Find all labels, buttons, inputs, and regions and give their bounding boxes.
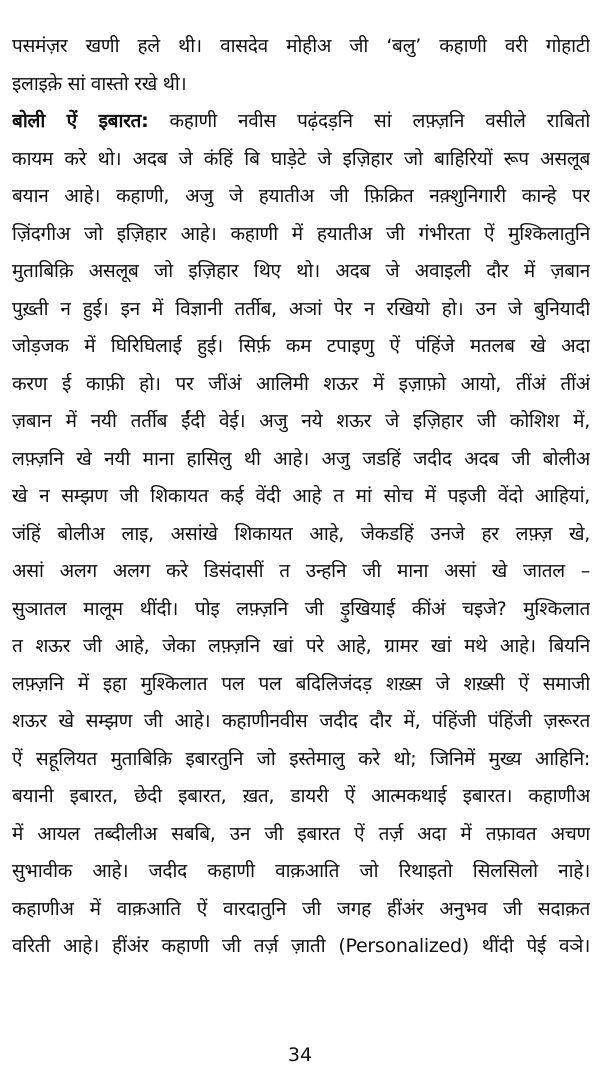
text-line: में आयल तब्दीलीअ सबबि, उन जी इबारत ऐं तर्ज़ अदा में तफ़ावत अचण	[12, 822, 590, 845]
text-line: ऐं सहूलियत मुताबिक़ि इबारतुनि जो इस्तेमालु करे थो; जिनिमें मुख्य आहिनि:	[12, 747, 590, 770]
text-line: मुताबिक़ि असलूब जो इज़िहार थिए थो। अदब जे अवाइली दौर में ज़बान	[12, 260, 590, 282]
text-line: इलाइक़े सां वास्तो रखे थी।	[12, 72, 187, 95]
text-line: जोड़जक में घिरिघिलाई हुई। सिर्फ़ कम टपाइणु ऐं पंहिंजे मतलब खे अदा	[12, 335, 590, 357]
text-line: पसमंज़र खणी हले थी। वासदेव मोहीअ जी ‘बलु’ कहाणी वरी गोहाटी	[12, 35, 590, 57]
text-line: लफ़्ज़नि में इहा मुश्किलात पल पल बदिलिजंदड़ शख़्स जे शख़्सी ऐं समाजी	[12, 672, 590, 695]
text-line: त शऊर जी आहे, जेका लफ़्ज़नि खां परे आहे, ग्रामर खां मथे आहे। बियनि	[12, 635, 590, 657]
page-number: 34	[287, 1044, 313, 1066]
text-line: ज़िंदगीअ जो इज़िहार आहे। कहाणी में हयातीअ जी गंभीरता ऐं मुश्किलातुनि	[12, 222, 590, 245]
section-heading: बोली ऐं इबारत:	[12, 110, 149, 132]
text-line: करण ई काफ़ी हो। पर जींअं आलिमी शऊर में इज़ाफ़ो आयो, तींअं तींअं	[12, 372, 590, 395]
text-line: असां अलग अलग करे डिसंदासीं त उन्हनि जी माना असां खे जातल –	[12, 560, 590, 582]
text-line: ज़बान में नयी तर्तीब ईंदी वेई। अजु नये शऊर जे इज़िहार जी कोशिश में,	[12, 410, 590, 432]
text-line	[12, 103, 590, 141]
text-line: शऊर खे सम्झण जी आहे। कहाणीनवीस जदीद दौर में, पंहिंजी पंहिंजी ज़रूरत	[12, 710, 590, 732]
text-line: जंहिं बोलीअ लाइ, असांखे शिकायत आहे, जेकडहिं उनजे हर लफ़्ज़ खे,	[12, 522, 590, 545]
text-line: सुभावीक आहे। जदीद कहाणी वाक़आति जो रिथाइतो सिलसिलो नाहे।	[12, 860, 590, 882]
heading-line-text: कहाणी नवीस पढ़ंदड़नि सां लफ़्ज़नि वसीले राबितो	[169, 110, 590, 132]
text-line: लफ़्ज़नि खे नयी माना हासिलु थी आहे। अजु जडहिं जदीद अदब जी बोलीअ	[12, 447, 590, 470]
text-line: वरिती आहे। हींअंर कहाणी जी तर्ज़ ज़ाती (Personalized) थींदी पेई वञे।	[12, 935, 590, 957]
text-line: पुख़्ती न हुई। इन में विज्ञानी तर्तीब, अञां पेर न रखियो हो। उन जे बुनियादी	[12, 297, 590, 320]
text-line: खे न सम्झण जी शिकायत कई वेंदी आहे त मां सोच में पइजी वेंदो आहियां,	[12, 485, 590, 507]
text-line: कायम करे थो। अदब जे कंहिं बि घाड़ेटे जे इज़िहार जो बाहिरियों रूप असलूब	[12, 147, 590, 170]
text-line: सुञातल मालूम थींदी। पोइ लफ़्ज़नि जी ड़ुखियाई कींअं चइजे? मुश्किलात	[12, 597, 590, 620]
body-text	[12, 28, 590, 966]
text-line: बयान आहे। कहाणी, अजु जे हयातीअ जी फ़िक्रित नक़्शुनिगारी कान्हे पर	[12, 185, 590, 207]
text-line: बयानी इबारत, छेदी इबारत, ख़त, डायरी ऐं आत्मकथाई इबारत। कहाणीअ	[12, 785, 590, 807]
text-line: कहाणीअ में वाक़आति ऐं वारदातुनि जी जगह हींअंर अनुभव जी सदाक़त	[12, 897, 590, 920]
